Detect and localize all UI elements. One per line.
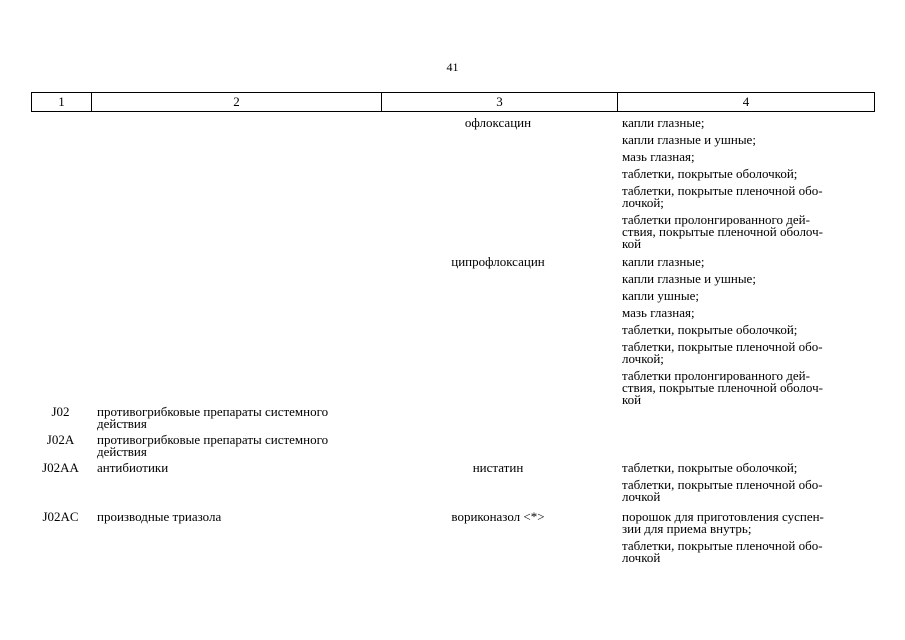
group-name-cell: противогрибковые препараты системного действия [97,404,329,431]
dosage-form-item: таблетки, покрытые пленочной обо- лочкой [622,477,823,504]
dosage-form-item: капли глазные; [622,254,705,269]
dosage-form-item: таблетки, покрытые пленочной обо- лочкой; [622,183,823,210]
atc-code-cell [31,256,90,406]
group-name-cell: производные триазола [97,509,222,524]
dosage-form-item: капли глазные и ушные; [622,271,756,286]
dosage-forms-cell [616,256,875,406]
table-row [31,256,875,406]
dosage-forms-cell [616,434,875,458]
dosage-forms-cell [616,406,875,430]
dosage-form-item: таблетки пролонгированного дей- ствия, покрытые пленочной оболоч- кой [622,368,823,407]
dosage-form-item: капли глазные и ушные; [622,132,756,147]
drug-name-cell: нистатин [472,460,524,475]
table-row [31,117,875,250]
table-header [31,92,875,112]
dosage-form-item: мазь глазная; [622,305,695,320]
dosage-forms-cell [616,462,875,503]
dosage-form-item: таблетки, покрытые оболочкой; [622,166,798,181]
dosage-form-item: капли глазные; [622,115,705,130]
dosage-form-item: капли ушные; [622,288,699,303]
dosage-forms-cell [616,117,875,250]
atc-code-cell: J02 [51,404,70,419]
atc-code-cell: J02AA [42,460,79,475]
header-col-2: 2 [91,93,381,111]
header-col-4: 4 [617,93,874,111]
table-row [31,406,875,430]
dosage-form-item: порошок для приготовления суспен- зии для приема внутрь; [622,509,824,536]
atc-code-cell [31,117,90,250]
header-col-1: 1 [58,94,65,109]
dosage-form-item: таблетки, покрытые оболочкой; [622,460,798,475]
dosage-forms-cell [616,511,875,564]
table-row [31,511,875,564]
dosage-form-item: мазь глазная; [622,149,695,164]
group-name-cell [90,117,380,250]
dosage-form-item: таблетки, покрытые оболочкой; [622,322,798,337]
header-col-3: 3 [381,93,617,111]
group-name-cell: противогрибковые препараты системного действия [97,432,329,459]
drug-name-cell: вориконазол <*> [451,509,545,524]
drug-name-cell: офлоксацин [464,115,532,130]
dosage-form-item: таблетки, покрытые пленочной обо- лочкой [622,538,823,565]
table-row [31,434,875,458]
atc-code-cell: J02A [46,432,75,447]
table-row [31,462,875,503]
atc-code-cell: J02AC [42,509,79,524]
dosage-form-item: таблетки пролонгированного дей- ствия, покрытые пленочной оболоч- кой [622,212,823,251]
dosage-form-item: таблетки, покрытые пленочной обо- лочкой; [622,339,823,366]
group-name-cell: антибиотики [97,460,169,475]
drug-name-cell [380,434,616,458]
group-name-cell [90,256,380,406]
table-body [31,117,875,564]
page-number: 41 [446,60,459,74]
drug-name-cell [380,406,616,430]
drug-name-cell: ципрофлоксацин [451,254,545,269]
